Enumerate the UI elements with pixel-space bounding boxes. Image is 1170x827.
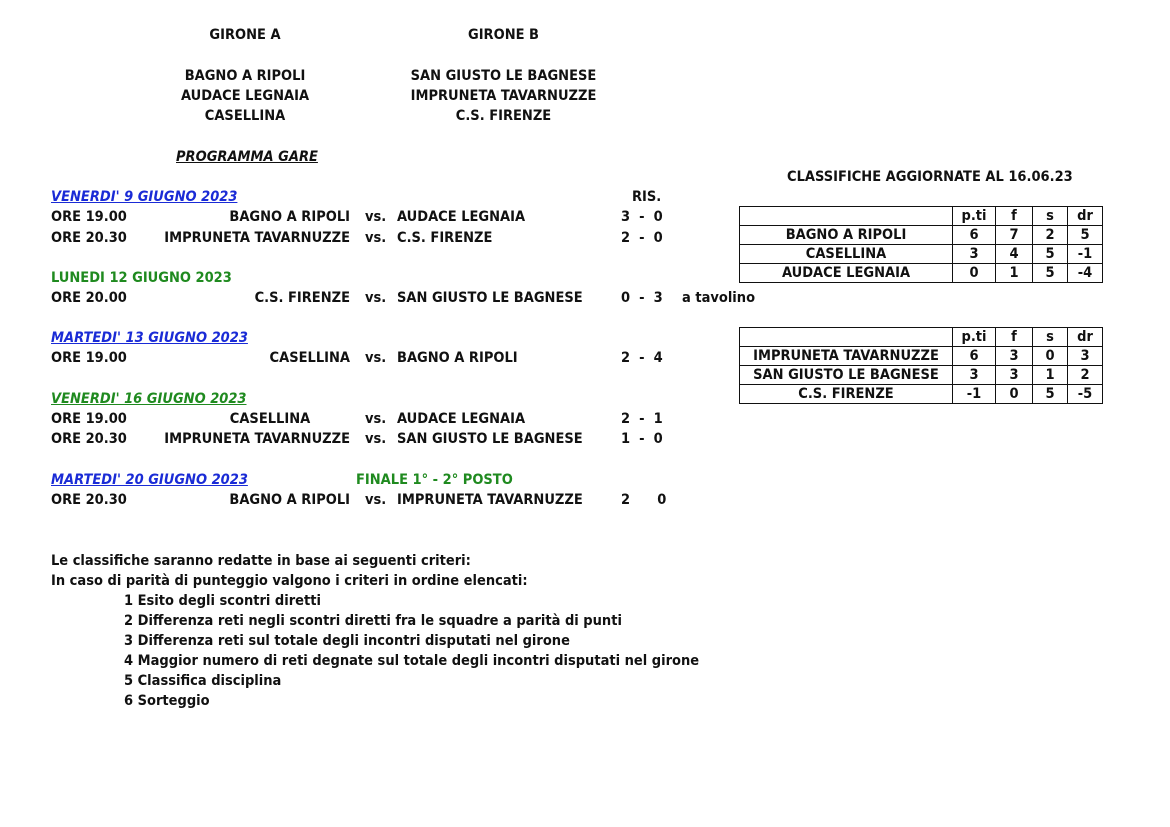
day-date: MARTEDI' 13 GIUGNO 2023 <box>51 330 248 346</box>
team-s: 5 <box>1033 245 1068 264</box>
group-b-team: C.S. FIRENZE <box>455 108 552 124</box>
team-pti: 6 <box>953 347 996 366</box>
day-date: VENERDI' 16 GIUGNO 2023 <box>51 391 247 407</box>
group-a-team: BAGNO A RIPOLI <box>184 68 306 84</box>
header-dr: dr <box>1068 207 1103 226</box>
header-pti: p.ti <box>953 328 996 347</box>
standings-table-a <box>739 206 1103 283</box>
team-pti: 0 <box>953 264 996 283</box>
programma-title: PROGRAMMA GARE <box>176 149 318 165</box>
group-a-team: AUDACE LEGNAIA <box>180 88 310 104</box>
group-b-team: SAN GIUSTO LE BAGNESE <box>410 68 597 84</box>
team-name: AUDACE LEGNAIA <box>740 264 953 283</box>
match-score: 2 - 1 <box>621 411 663 427</box>
criteria-item: 1 Esito degli scontri diretti <box>124 593 321 609</box>
team-pti: 6 <box>953 226 996 245</box>
standings-row <box>740 347 1103 366</box>
match-score: 3 - 0 <box>621 209 663 225</box>
header-blank <box>740 328 953 347</box>
final-label: FINALE 1° - 2° POSTO <box>356 472 513 488</box>
match-vs: vs. <box>365 350 387 366</box>
team-f: 0 <box>996 385 1033 404</box>
team-s: 5 <box>1033 264 1068 283</box>
team-f: 3 <box>996 366 1033 385</box>
match-time: ORE 20.00 <box>51 290 127 306</box>
match-home: CASELLINA <box>229 411 311 427</box>
group-b-team: IMPRUNETA TAVARNUZZE <box>410 88 597 104</box>
header-pti: p.ti <box>953 207 996 226</box>
day-date: LUNEDI 12 GIUGNO 2023 <box>51 270 232 286</box>
team-f: 4 <box>996 245 1033 264</box>
criteria-intro: Le classifiche saranno redatte in base ai seguenti criteri: <box>51 553 471 569</box>
match-away: BAGNO A RIPOLI <box>397 350 518 366</box>
criteria-item: 2 Differenza reti negli scontri diretti fra le squadre a parità di punti <box>124 613 622 629</box>
team-dr: -4 <box>1068 264 1103 283</box>
match-score: 2 - 4 <box>621 350 663 366</box>
header-s: s <box>1033 328 1068 347</box>
group-a-title: GIRONE A <box>209 27 281 43</box>
group-b-title: GIRONE B <box>468 27 539 43</box>
match-away: AUDACE LEGNAIA <box>397 209 526 225</box>
team-pti: 3 <box>953 366 996 385</box>
header-blank <box>740 207 953 226</box>
standings-row <box>740 226 1103 245</box>
team-dr: -5 <box>1068 385 1103 404</box>
team-pti: 3 <box>953 245 996 264</box>
match-score: 1 - 0 <box>621 431 663 447</box>
match-vs: vs. <box>365 209 387 225</box>
match-time: ORE 20.30 <box>51 230 127 246</box>
team-name: CASELLINA <box>740 245 953 264</box>
criteria-item: 6 Sorteggio <box>124 693 210 709</box>
team-f: 7 <box>996 226 1033 245</box>
match-score: 2 - 0 <box>621 230 663 246</box>
ris-label: RIS. <box>632 189 662 205</box>
team-name: IMPRUNETA TAVARNUZZE <box>740 347 953 366</box>
match-note: a tavolino <box>682 290 756 306</box>
match-time: ORE 19.00 <box>51 209 127 225</box>
team-pti: -1 <box>953 385 996 404</box>
match-time: ORE 19.00 <box>51 411 127 427</box>
team-name: SAN GIUSTO LE BAGNESE <box>740 366 953 385</box>
match-vs: vs. <box>365 492 387 508</box>
standings-header-row <box>740 328 1103 347</box>
match-away: AUDACE LEGNAIA <box>397 411 526 427</box>
match-home: IMPRUNETA TAVARNUZZE <box>164 431 350 447</box>
team-s: 5 <box>1033 385 1068 404</box>
criteria-item: 4 Maggior numero di reti degnate sul totale degli incontri disputati nel girone <box>124 653 700 669</box>
header-f: f <box>996 207 1033 226</box>
match-vs: vs. <box>365 411 387 427</box>
group-a-team: CASELLINA <box>204 108 286 124</box>
match-time: ORE 19.00 <box>51 350 127 366</box>
standings-title: CLASSIFICHE AGGIORNATE AL 16.06.23 <box>787 169 1073 185</box>
day-date: MARTEDI' 20 GIUGNO 2023 <box>51 472 248 488</box>
header-f: f <box>996 328 1033 347</box>
team-dr: 3 <box>1068 347 1103 366</box>
team-dr: 2 <box>1068 366 1103 385</box>
match-home: BAGNO A RIPOLI <box>229 492 350 508</box>
match-vs: vs. <box>365 290 387 306</box>
team-name: BAGNO A RIPOLI <box>740 226 953 245</box>
team-dr: 5 <box>1068 226 1103 245</box>
match-score: 0 - 3 <box>621 290 663 306</box>
match-score: 2 0 <box>621 492 667 508</box>
day-date: VENERDI' 9 GIUGNO 2023 <box>51 189 238 205</box>
criteria-item: 5 Classifica disciplina <box>124 673 282 689</box>
match-vs: vs. <box>365 431 387 447</box>
match-away: SAN GIUSTO LE BAGNESE <box>397 290 583 306</box>
standings-row <box>740 385 1103 404</box>
match-away: SAN GIUSTO LE BAGNESE <box>397 431 583 447</box>
criteria-item: 3 Differenza reti sul totale degli incontri disputati nel girone <box>124 633 570 649</box>
standings-row <box>740 245 1103 264</box>
header-s: s <box>1033 207 1068 226</box>
match-vs: vs. <box>365 230 387 246</box>
criteria-intro: In caso di parità di punteggio valgono i criteri in ordine elencati: <box>51 573 528 589</box>
match-home: BAGNO A RIPOLI <box>229 209 350 225</box>
team-s: 1 <box>1033 366 1068 385</box>
standings-row <box>740 264 1103 283</box>
standings-row <box>740 366 1103 385</box>
team-f: 1 <box>996 264 1033 283</box>
team-s: 2 <box>1033 226 1068 245</box>
standings-table-b <box>739 327 1103 404</box>
match-away: C.S. FIRENZE <box>397 230 493 246</box>
team-s: 0 <box>1033 347 1068 366</box>
match-time: ORE 20.30 <box>51 492 127 508</box>
match-away: IMPRUNETA TAVARNUZZE <box>397 492 583 508</box>
team-f: 3 <box>996 347 1033 366</box>
team-dr: -1 <box>1068 245 1103 264</box>
header-dr: dr <box>1068 328 1103 347</box>
match-home: C.S. FIRENZE <box>254 290 350 306</box>
match-time: ORE 20.30 <box>51 431 127 447</box>
match-home: CASELLINA <box>269 350 350 366</box>
standings-header-row <box>740 207 1103 226</box>
team-name: C.S. FIRENZE <box>740 385 953 404</box>
match-home: IMPRUNETA TAVARNUZZE <box>164 230 350 246</box>
